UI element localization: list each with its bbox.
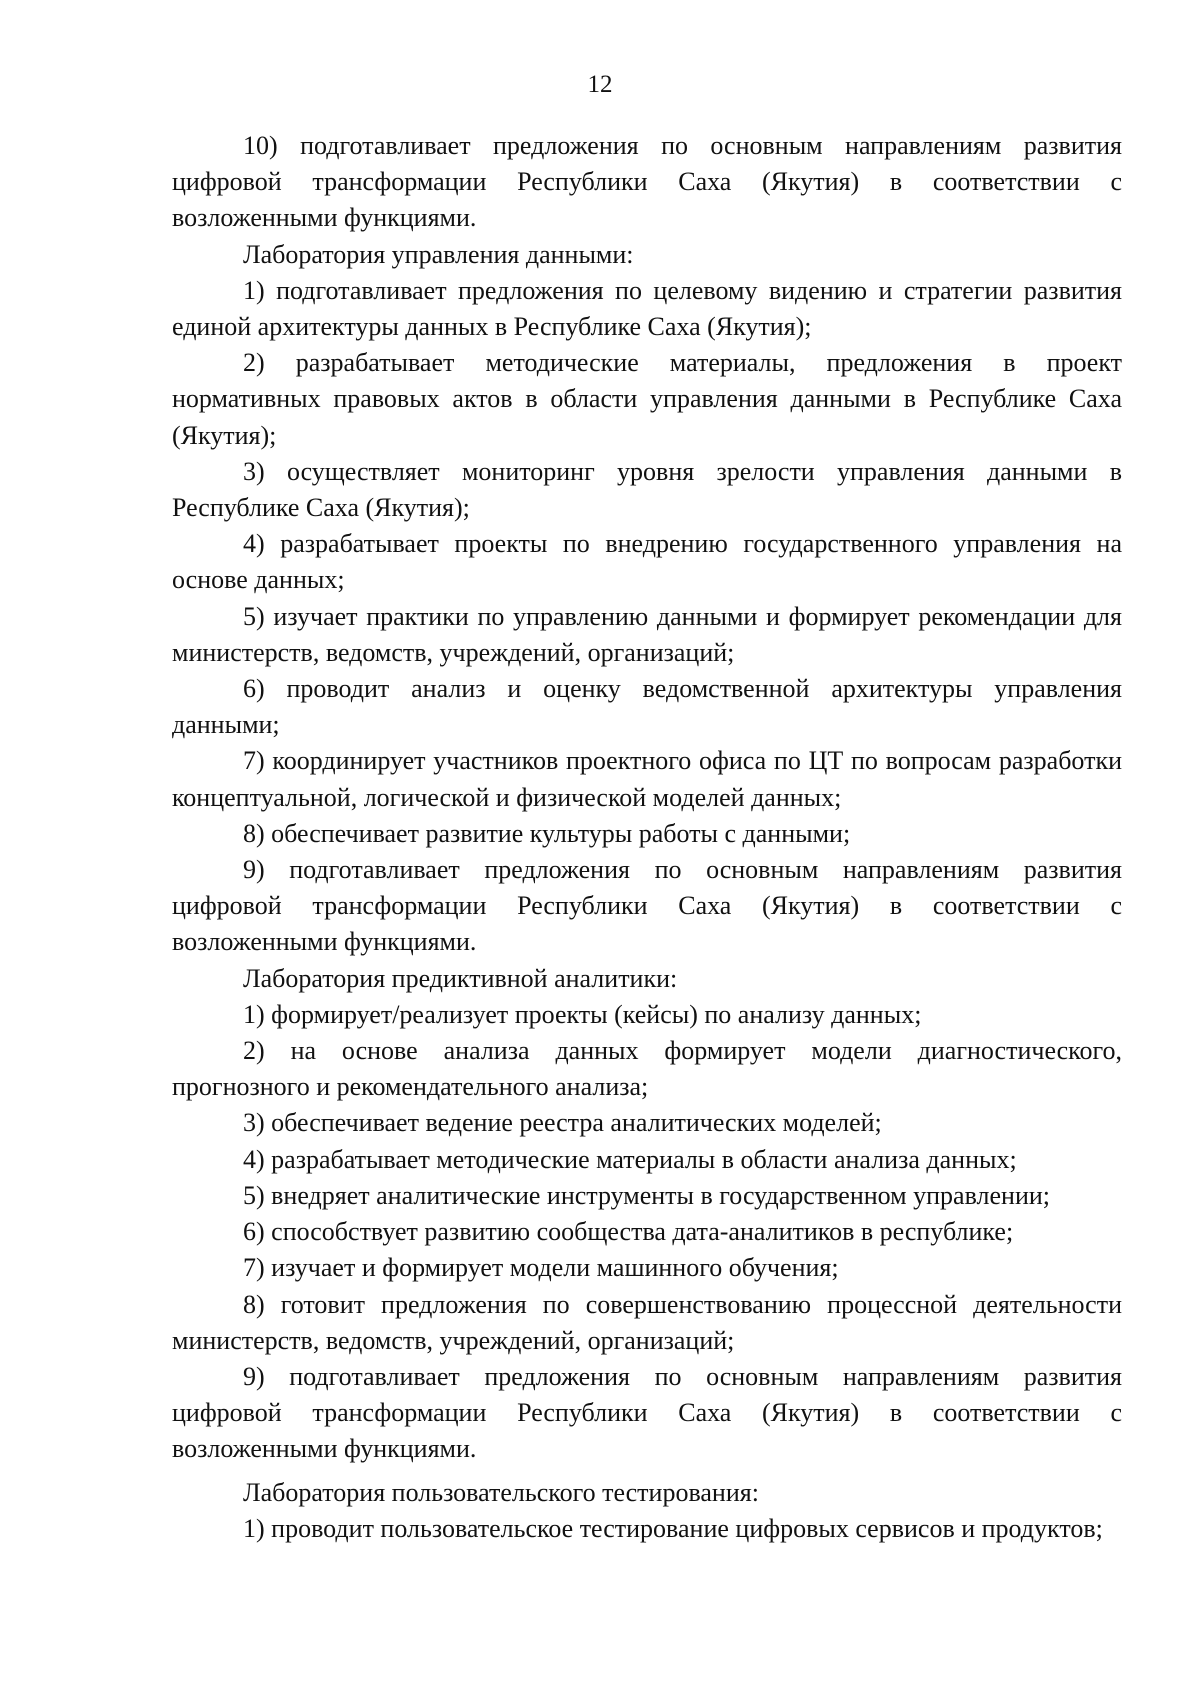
paragraph-item: 2) на основе анализа данных формирует модели диагностического, прогнозного и рекомендательного анализа; bbox=[172, 1036, 1122, 1102]
paragraph-item: 6) проводит анализ и оценку ведомственной архитектуры управления данными; bbox=[172, 674, 1122, 740]
paragraph-item: 5) внедряет аналитические инструменты в государственном управлении; bbox=[243, 1180, 1051, 1210]
paragraph-item: 9) подготавливает предложения по основным направлениям развития цифровой трансформации Республики Саха (Якутия) в соответствии с возложенными функциями. bbox=[172, 1361, 1122, 1464]
paragraph-item: 3) обеспечивает ведение реестра аналитических моделей; bbox=[243, 1108, 882, 1138]
paragraph-item: 9) подготавливает предложения по основным направлениям развития цифровой трансформации Республики Саха (Якутия) в соответствии с возложенными функциями. bbox=[172, 855, 1122, 957]
paragraph-item: 1) проводит пользовательское тестирование цифровых сервисов и продуктов; bbox=[243, 1513, 1103, 1543]
paragraph-item: 3) осуществляет мониторинг уровня зрелости управления данными в Республике Саха (Якутия); bbox=[172, 456, 1122, 523]
paragraph-item: 8) обеспечивает развитие культуры работы с данными; bbox=[243, 818, 851, 848]
paragraph-item: 1) формирует/реализует проекты (кейсы) по анализу данных; bbox=[243, 999, 922, 1029]
document-body bbox=[172, 128, 1122, 1547]
paragraph-item: 7) координирует участников проектного офиса по ЦТ по вопросам разработки концептуальной, логической и физической моделей данных; bbox=[172, 746, 1122, 812]
paragraph-item-10-functions: 10) подготавливает предложения по основным направлениям развития цифровой трансформации Республики Саха (Якутия) в соответствии с возложенными функциями. bbox=[172, 131, 1122, 233]
section-heading-predictive-analytics-lab: Лаборатория предиктивной аналитики: bbox=[243, 963, 678, 993]
paragraph-item: 1) подготавливает предложения по целевому видению и стратегии развития единой архитектуры данных в Республике Саха (Якутия); bbox=[172, 275, 1122, 342]
paragraph-item: 4) разрабатывает проекты по внедрению государственного управления на основе данных; bbox=[172, 529, 1122, 595]
paragraph-item: 7) изучает и формирует модели машинного обучения; bbox=[243, 1253, 839, 1283]
paragraph-item: 6) способствует развитию сообщества дата-аналитиков в республике; bbox=[243, 1217, 1014, 1247]
paragraph-item: 2) разрабатывает методические материалы, предложения в проект нормативных правовых актов в области управления данными в Республике Саха (Якутия); bbox=[172, 348, 1122, 450]
section-heading-user-testing-lab: Лаборатория пользовательского тестирования: bbox=[243, 1477, 759, 1507]
section-heading-data-management-lab: Лаборатория управления данными: bbox=[243, 239, 634, 269]
paragraph-item: 4) разрабатывает методические материалы в области анализа данных; bbox=[243, 1144, 1017, 1174]
paragraph-item: 8) готовит предложения по совершенствованию процессной деятельности министерств, ведомств, учреждений, организаций; bbox=[172, 1289, 1122, 1355]
paragraph-item: 5) изучает практики по управлению данными и формирует рекомендации для министерств, ведомств, учреждений, организаций; bbox=[172, 601, 1122, 667]
page-number: 12 bbox=[587, 71, 613, 98]
